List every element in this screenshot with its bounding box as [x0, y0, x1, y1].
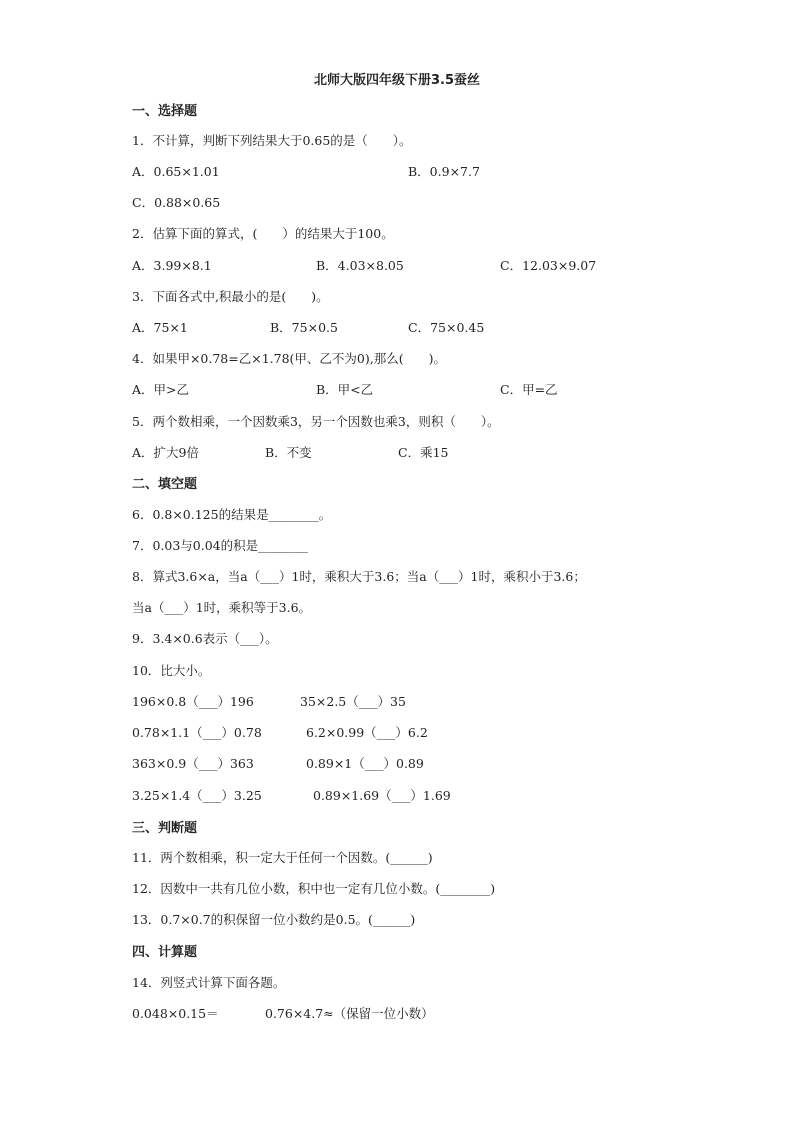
compare-item: 0.89×1.69（___）1.69: [313, 788, 451, 803]
q1-option-c: C．0.88×0.65: [132, 195, 221, 210]
q3-option-b: B．75×0.5: [270, 320, 338, 335]
q14-problem-a: 0.048×0.15＝: [132, 1006, 219, 1021]
q5-option-b: B．不变: [265, 445, 312, 460]
q3-option-c: C．75×0.45: [408, 320, 485, 335]
q5-option-a: A．扩大9倍: [132, 445, 199, 460]
compare-item: 35×2.5（___）35: [300, 694, 406, 709]
question-10: 10．比大小。: [132, 663, 211, 678]
q4-option-b: B．甲<乙: [316, 382, 374, 397]
page-title: 北师大版四年级下册3.5蚕丝: [313, 73, 481, 88]
section-fill-blank: 二、填空题: [132, 477, 198, 492]
q4-option-c: C．甲=乙: [500, 382, 558, 397]
question-3: 3．下面各式中,积最小的是( )。: [132, 289, 329, 304]
q3-option-a: A．75×1: [132, 320, 188, 335]
question-13: 13．0.7×0.7的积保留一位小数约是0.5。(______): [132, 912, 416, 927]
section-choice: 一、选择题: [132, 104, 198, 119]
question-5: 5．两个数相乘，一个因数乘3，另一个因数也乘3，则积（ ）。: [132, 414, 500, 429]
q14-problem-b: 0.76×4.7≈（保留一位小数）: [265, 1006, 434, 1021]
question-8-line-2: 当a（___）1时，乘积等于3.6。: [132, 600, 312, 615]
question-2: 2．估算下面的算式，( ）的结果大于100。: [132, 226, 394, 241]
q2-option-a: A．3.99×8.1: [132, 258, 212, 273]
q2-option-c: C．12.03×9.07: [500, 258, 597, 273]
compare-item: 196×0.8（___）196: [132, 694, 254, 709]
question-1: 1．不计算，判断下列结果大于0.65的是（ ）。: [132, 133, 412, 148]
compare-item: 0.89×1（___）0.89: [306, 756, 424, 771]
question-6: 6．0.8×0.125的结果是________。: [132, 507, 332, 522]
question-4: 4．如果甲×0.78=乙×1.78(甲、乙不为0),那么( )。: [132, 351, 446, 366]
question-11: 11．两个数相乘，积一定大于任何一个因数。(______): [132, 850, 433, 865]
q2-option-b: B．4.03×8.05: [316, 258, 404, 273]
q5-option-c: C．乘15: [398, 445, 449, 460]
section-true-false: 三、判断题: [132, 821, 198, 836]
q1-option-a: A．0.65×1.01: [132, 164, 220, 179]
question-9: 9．3.4×0.6表示（___）。: [132, 631, 278, 646]
compare-item: 363×0.9（___）363: [132, 756, 254, 771]
q4-option-a: A．甲>乙: [132, 382, 190, 397]
q1-option-b: B．0.9×7.7: [408, 164, 480, 179]
section-calculation: 四、计算题: [132, 945, 198, 960]
question-8-line-1: 8．算式3.6×a，当a（___）1时，乘积大于3.6；当a（___）1时，乘积小于3.6；: [132, 569, 586, 584]
question-14: 14．列竖式计算下面各题。: [132, 975, 286, 990]
compare-item: 3.25×1.4（___）3.25: [132, 788, 262, 803]
compare-item: 0.78×1.1（___）0.78: [132, 725, 262, 740]
question-12: 12．因数中一共有几位小数，积中也一定有几位小数。(________): [132, 881, 496, 896]
compare-item: 6.2×0.99（___）6.2: [306, 725, 428, 740]
question-7: 7．0.03与0.04的积是________: [132, 538, 309, 553]
